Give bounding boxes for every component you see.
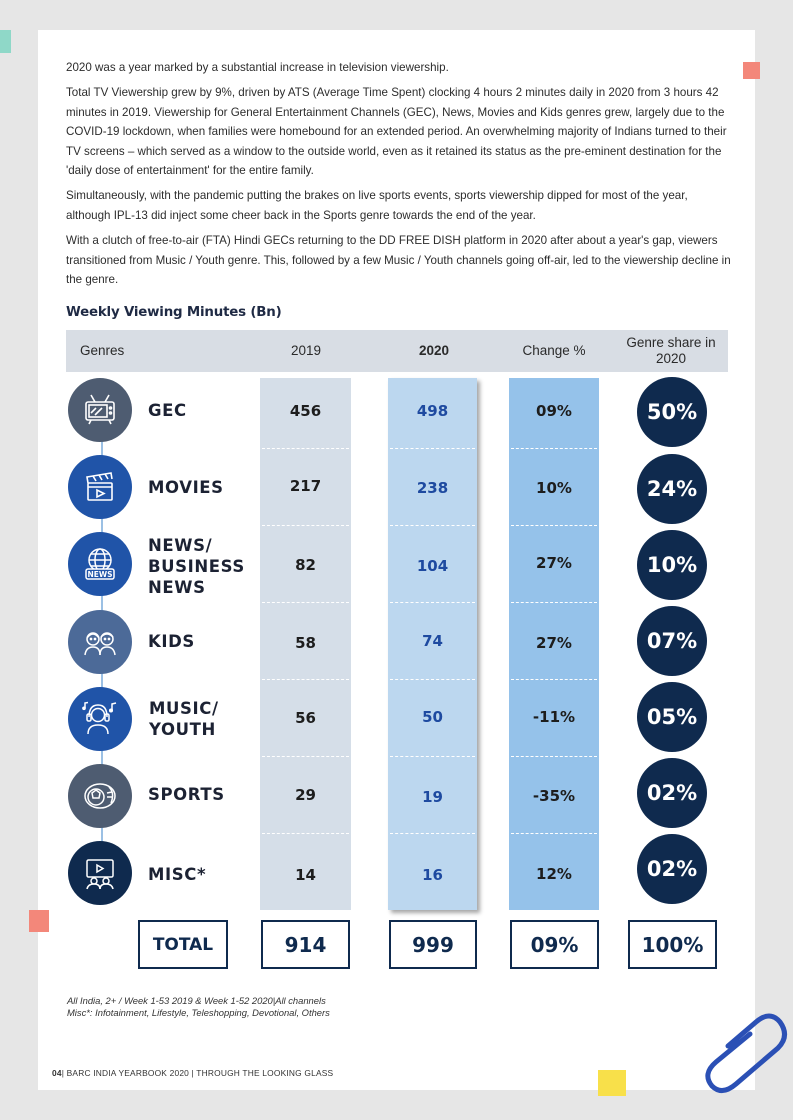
genre-label-kids: KIDS <box>148 632 195 651</box>
genre-share-badge: 24% <box>637 454 707 524</box>
sports-balls-icon <box>68 764 132 828</box>
value-2019: 82 <box>295 556 316 574</box>
value-change: 12% <box>536 865 572 883</box>
row-divider <box>262 679 349 680</box>
paperclip-icon <box>688 1000 790 1096</box>
row-divider <box>390 833 475 834</box>
row-divider <box>262 525 349 526</box>
row-divider <box>390 679 475 680</box>
value-change: -11% <box>532 708 576 726</box>
news-globe-icon <box>68 532 132 596</box>
row-divider <box>262 833 349 834</box>
decorative-salmon-square-left <box>29 910 49 932</box>
kids-icon <box>68 610 132 674</box>
value-2020: 74 <box>422 632 443 650</box>
genre-share-badge: 50% <box>637 377 707 447</box>
decorative-salmon-square <box>743 62 760 79</box>
footer-text: | BARC INDIA YEARBOOK 2020 | THROUGH THE LOOKING GLASS <box>61 1068 334 1078</box>
total-share: 100% <box>628 920 717 969</box>
genre-share-badge: 02% <box>637 758 707 828</box>
genre-label-sports: SPORTS <box>148 785 225 804</box>
total-2019: 914 <box>261 920 350 969</box>
value-change: 10% <box>536 479 572 497</box>
row-divider <box>262 602 349 603</box>
table-title: Weekly Viewing Minutes (Bn) <box>66 305 282 320</box>
row-divider <box>390 448 475 449</box>
value-2020: 19 <box>422 788 443 806</box>
header-change: Change % <box>522 343 586 358</box>
page-number: 04 <box>52 1068 62 1078</box>
page-footer <box>52 1068 333 1078</box>
value-change: 27% <box>536 634 572 652</box>
total-change: 09% <box>510 920 599 969</box>
row-divider <box>390 602 475 603</box>
row-divider <box>390 525 475 526</box>
tv-icon <box>68 378 132 442</box>
row-divider <box>511 756 597 757</box>
header-genre-share: Genre share in 2020 <box>626 335 716 366</box>
value-2019: 29 <box>295 786 316 804</box>
value-2020: 50 <box>422 708 443 726</box>
value-change: 27% <box>536 554 572 572</box>
genre-share-badge: 05% <box>637 682 707 752</box>
footnotes <box>67 995 330 1018</box>
genre-label-gec: GEC <box>148 401 187 420</box>
paragraph: With a clutch of free-to-air (FTA) Hindi GECs returning to the DD FREE DISH platform in 2020 after about a year's gap, viewers transitioned from Music / Youth genre. This, followed by a few Music / Youth channels going off-air, led to the viewership decline in the genre. <box>66 234 731 287</box>
genre-label-news: NEWS/ BUSINESS NEWS <box>148 536 245 597</box>
value-change: 09% <box>536 402 572 420</box>
paragraph: Total TV Viewership grew by 9%, driven by ATS (Average Time Spent) clocking 4 hours 2 minutes daily in 2020 from 3 hours 42 minutes in 2019. Viewership for General Entertainment Channels (GEC), News, Movies and Kids genres grew, largely due to the COVID-19 lockdown, when families were homebound for an extended period. An overwhelming majority of Indians turned to their TV screens – which served as a window to the outside world, even as it retained its status as the pre-eminent destination for the 'daily dose of entertainment' for the entire family. <box>66 86 727 178</box>
row-divider <box>262 756 349 757</box>
genre-share-badge: 10% <box>637 530 707 600</box>
value-2019: 14 <box>295 866 316 884</box>
value-2019: 58 <box>295 634 316 652</box>
genre-label-music: MUSIC/ YOUTH <box>149 699 219 739</box>
row-divider <box>511 602 597 603</box>
total-label: TOTAL <box>138 920 228 969</box>
total-2020: 999 <box>389 920 477 969</box>
value-2020: 498 <box>416 402 449 420</box>
value-2020: 104 <box>416 557 449 575</box>
value-2019: 456 <box>289 402 322 420</box>
genre-share-badge: 07% <box>637 606 707 676</box>
misc-screen-icon <box>68 841 132 905</box>
header-2019: 2019 <box>290 343 322 358</box>
headphones-icon <box>68 687 132 751</box>
clapperboard-icon <box>68 455 132 519</box>
genre-share-badge: 02% <box>637 834 707 904</box>
value-2020: 16 <box>422 866 443 884</box>
row-divider <box>511 679 597 680</box>
value-2019: 56 <box>295 709 316 727</box>
intro-text <box>66 58 734 295</box>
row-divider <box>390 756 475 757</box>
value-2019: 217 <box>289 477 322 495</box>
genre-label-movies: MOVIES <box>148 478 224 497</box>
row-divider <box>511 833 597 834</box>
row-divider <box>262 448 349 449</box>
row-divider <box>511 525 597 526</box>
value-change: -35% <box>532 787 576 805</box>
genre-label-misc: MISC* <box>148 865 207 884</box>
paragraph: Simultaneously, with the pandemic putting the brakes on live sports events, sports viewership dipped for most of the year, although IPL-13 did inject some cheer back in the Sports genre towards the end of the year. <box>66 189 688 222</box>
paragraph: 2020 was a year marked by a substantial increase in television viewership. <box>66 61 449 74</box>
header-genres: Genres <box>80 343 125 358</box>
value-2020: 238 <box>416 479 449 497</box>
row-divider <box>511 448 597 449</box>
header-2020: 2020 <box>418 343 450 358</box>
decorative-teal-square <box>0 30 11 53</box>
decorative-yellow-square <box>598 1070 626 1096</box>
footnote-misc: Misc*: Infotainment, Lifestyle, Teleshopping, Devotional, Others <box>67 1006 330 1018</box>
footnote-source: All India, 2+ / Week 1-53 2019 & Week 1-52 2020|All channels <box>67 995 326 1006</box>
svg-text:NEWS: NEWS <box>87 570 113 579</box>
